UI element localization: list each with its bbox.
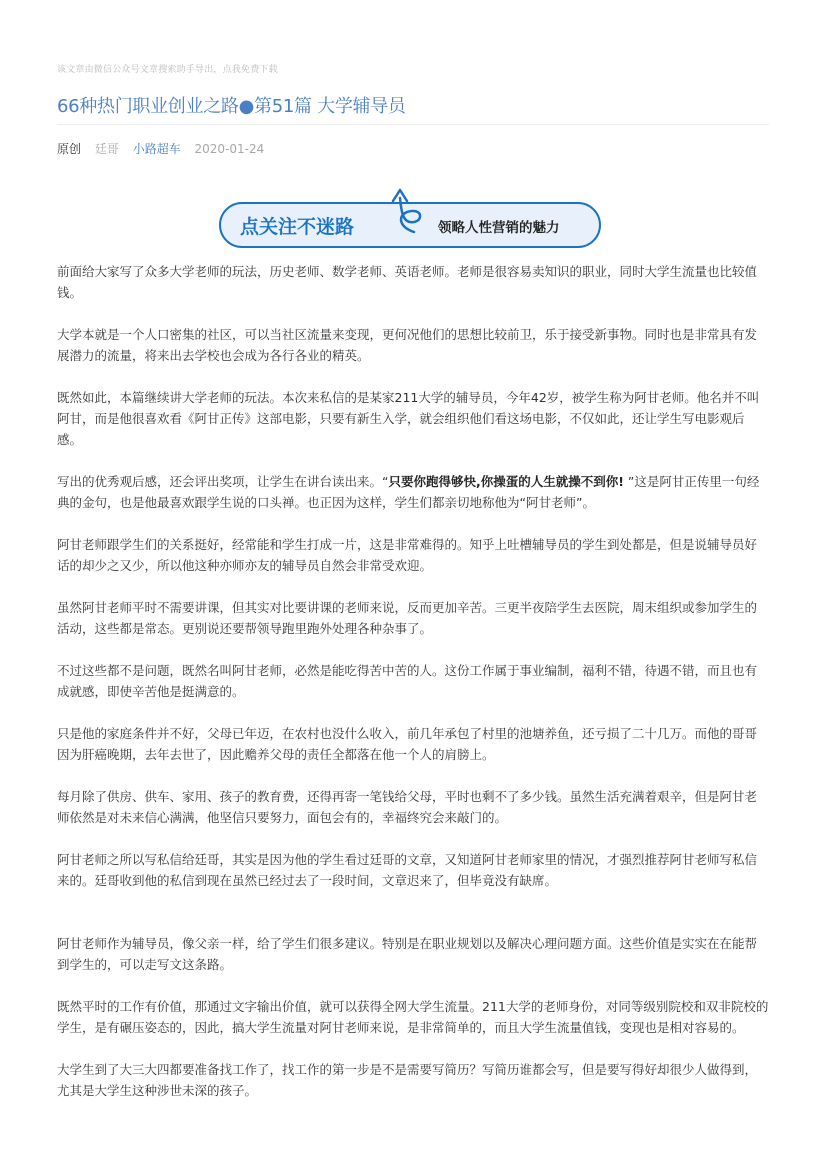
quote-bold-text: 只要你跑得够快,你操蛋的人生就操不到你! [388,474,624,489]
banner-left-text: 点关注不迷路 [240,216,355,238]
paragraph: 虽然阿甘老师平时不需要讲课，但其实对比要讲课的老师来说，反而更加辛苦。三更半夜陪学生去医院，周末组织或参加学生的活动，这些都是常态。更别说还要帮领导跑里跑外处理各种杂事了。 [57,600,758,636]
paragraph: 阿甘老师作为辅导员，像父亲一样，给了学生们很多建议。特别是在职业规划以及解决心理问题方面。这些价值是实实在在能帮到学生的，可以走写文这条路。 [57,936,758,972]
export-notice-link[interactable]: 该文章由微信公众号文章搜索助手导出，点我免费下载 [57,65,278,75]
paragraph: 既然如此，本篇继续讲大学老师的玩法。本次来私信的是某家211大学的辅导员，今年42岁，被学生称为阿甘老师。他名并不叫阿甘，而是他很喜欢看《阿甘正传》这部电影，只要有新生入学，就会组织他们看这场电影，不仅如此，还让学生写电影观后感。 [57,390,760,447]
paragraph: 前面给大家写了众多大学老师的玩法，历史老师、数学老师、英语老师。老师是很容易卖知识的职业，同时大学生流量也比较值钱。 [57,264,758,300]
follow-banner [218,186,602,250]
publish-date: 2020-01-24 [194,142,265,156]
paragraph: 大学生到了大三大四都要准备找工作了，找工作的第一步是不是需要写简历？写简历谁都会写，但是要写得好却很少人做得到，尤其是大学生这种涉世未深的孩子。 [57,1062,758,1098]
paragraph: 不过这些都不是问题，既然名叫阿甘老师，必然是能吃得苦中苦的人。这份工作属于事业编制，福利不错，待遇不错，而且也有成就感，即使辛苦他是挺满意的。 [57,663,758,699]
article-body [57,261,769,1122]
paragraph-text: ”这是阿甘正传里一句经典的金句，也是他最喜欢跟学生说的口头禅。也正因为这样，学生们都亲切地称他为“阿甘老师”。 [57,474,760,510]
article-title: 66种热门职业创业之路●第51篇 大学辅导员 [57,96,406,117]
paragraph: 既然平时的工作有价值，那通过文字输出价值，就可以获得全网大学生流量。211大学的老师身份，对同等级别院校和双非院校的学生，是有碾压姿态的，因此，搞大学生流量对阿甘老师来说，是非常简单的，而且大学生流量值钱，变现也是相对容易的。 [57,999,769,1035]
paragraph: 阿甘老师跟学生们的关系挺好，经常能和学生打成一片，这是非常难得的。知乎上吐槽辅导员的学生到处都是，但是说辅导员好话的却少之又少，所以他这种亦师亦友的辅导员自然会非常受欢迎。 [57,537,758,573]
article-meta [57,140,274,157]
paragraph-text: 写出的优秀观后感，还会评出奖项，让学生在讲台读出来。“ [57,474,389,489]
paragraph: 阿甘老师之所以写私信给廷哥，其实是因为他的学生看过廷哥的文章，又知道阿甘老师家里的情况，才强烈推荐阿甘老师写私信来的。廷哥收到他的私信到现在虽然已经过去了一段时间，文章迟来了，但毕竟没有缺席。 [57,852,758,888]
paragraph: 只是他的家庭条件并不好，父母已年迈，在农村也没什么收入，前几年承包了村里的池塘养鱼，还亏损了二十几万。而他的哥哥因为肝癌晚期，去年去世了，因此赡养父母的责任全都落在他一个人的肩膀上。 [57,726,758,762]
author-name: 廷哥 [94,142,119,156]
paragraph-with-quote [57,471,769,513]
paragraph: 大学本就是一个人口密集的社区，可以当社区流量来变现，更何况他们的思想比较前卫，乐于接受新事物。同时也是非常具有发展潜力的流量，将来出去学校也会成为各行各业的精英。 [57,327,758,363]
title-divider [57,124,769,125]
account-name-link[interactable]: 小路超车 [132,142,181,156]
paragraph: 每月除了供房、供车、家用、孩子的教育费，还得再寄一笔钱给父母，平时也剩不了多少钱。虽然生活充满着艰辛，但是阿甘老师依然是对未来信心满满，他坚信只要努力，面包会有的，幸福终究会来敲门的。 [57,789,758,825]
original-label: 原创 [57,142,82,156]
banner-right-text: 领略人性营销的魅力 [438,220,560,236]
follow-banner-graphic [218,186,602,250]
